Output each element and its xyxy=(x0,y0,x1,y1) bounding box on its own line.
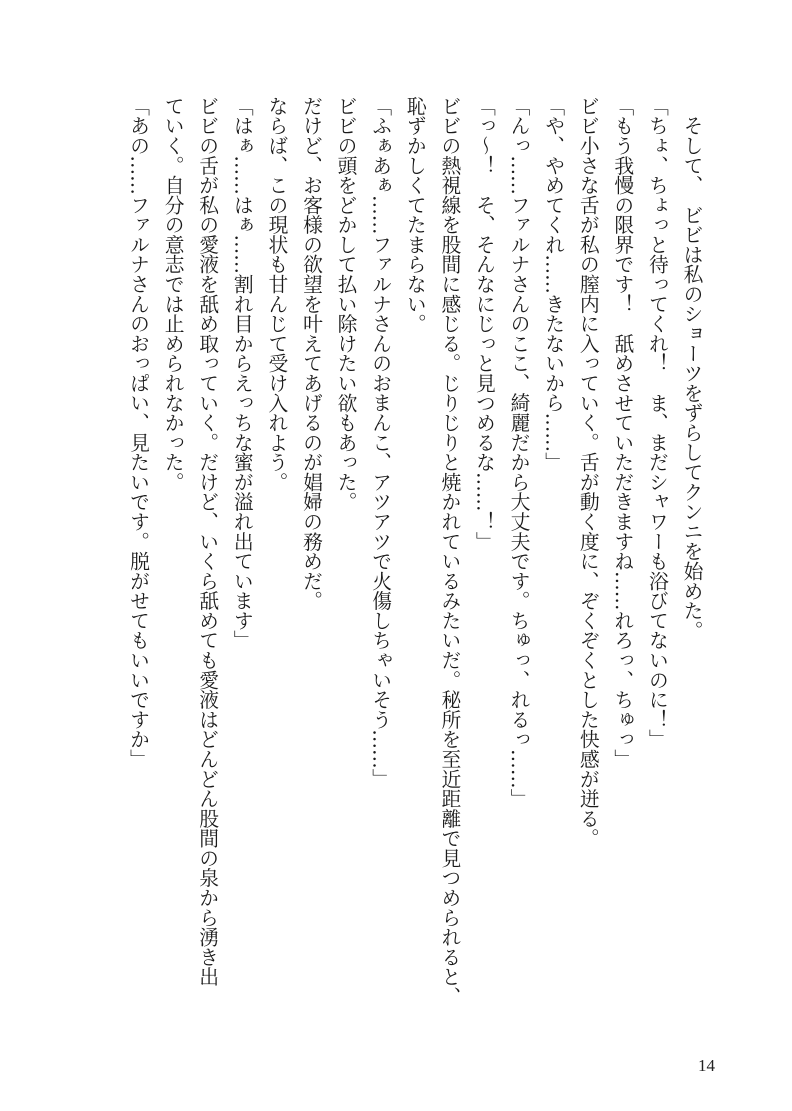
vertical-text-body xyxy=(120,96,708,1026)
text-column: ビビの頭をどかして払い除けたい欲もあった。 xyxy=(334,96,358,512)
text-column: ビビの熱視線を股間に感じる。じりじりと焼かれているみたいだ。秘所を至近距離で見つめられると、 xyxy=(437,96,461,1007)
page-number: 14 xyxy=(698,1056,715,1075)
text-column: そして、 ビビは私のショーツをずらしてクンニを始めた。 xyxy=(680,96,703,641)
text-column: ビビの舌が私の愛液を舐め取っていく。だけど、いくら舐めても愛液はどんどん股間の泉から湧き出 xyxy=(195,96,219,987)
text-column: 「ちょ、ちょっと待ってくれ！ ま、まだシャワーも浴びてないのに！」 xyxy=(645,96,669,750)
text-column: 「や、やめてくれ……きたないから……」 xyxy=(541,96,565,472)
text-column: ならば、この現状も甘んじて受け入れよう。 xyxy=(264,96,288,492)
text-column: 「もう我慢の限界です！ 舐めさせていただきますね……れろっ、ちゅっ」 xyxy=(610,96,634,769)
text-column: 恥ずかしくてたまらない。 xyxy=(403,96,427,334)
text-column: ていく。自分の意志では止められなかった。 xyxy=(161,96,185,492)
text-column: 「あの……ファルナさんのおっぱい、見たいです。脱がせてもいいですか」 xyxy=(126,96,150,769)
text-column: 「はぁ……はぁ……割れ目からえっちな蜜が溢れ出ています」 xyxy=(230,96,254,651)
text-column: 「っ～！ そ、そんなにじっと見つめるな……！」 xyxy=(472,96,496,552)
text-column: 「ふぁあぁ……ファルナさんのおまんこ、アツアツで火傷しちゃいそう……」 xyxy=(368,96,392,789)
text-column: ビビ小さな舌が私の膣内に入っていく。舌が動く度に、ぞくぞくとした快感が迸る。 xyxy=(576,96,600,849)
text-column: 「んっ……ファルナさんのここ、綺麗だから大丈夫です。ちゅっ、れるっ……」 xyxy=(507,96,531,809)
text-column: だけど、お客様の欲望を叶えてあげるのが娼婦の務めだ。 xyxy=(299,96,323,611)
